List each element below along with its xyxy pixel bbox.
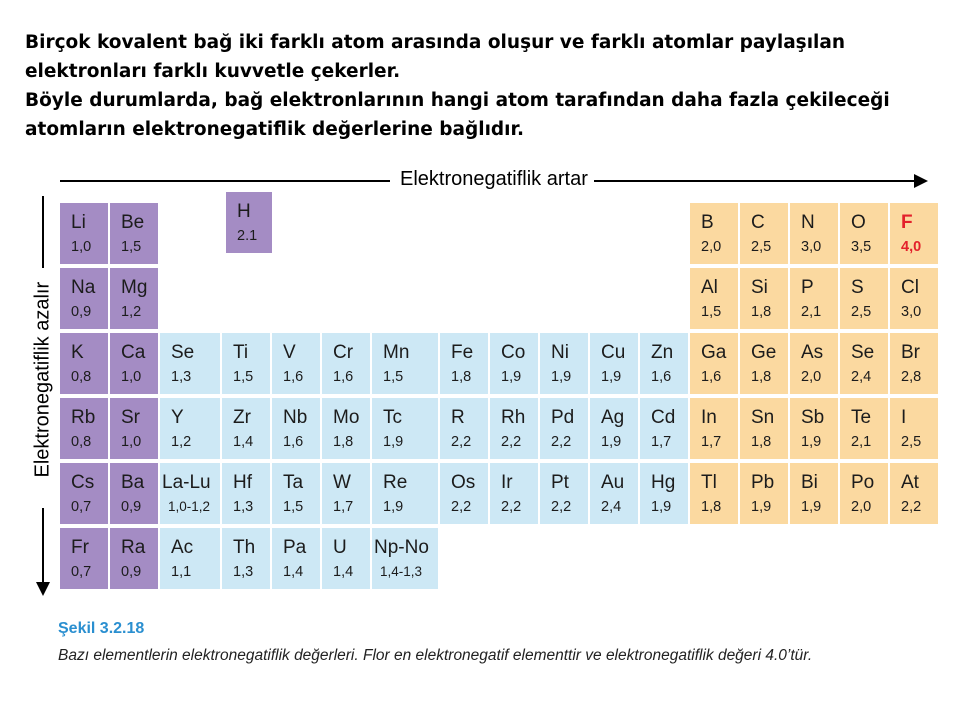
element-value: 1,6	[283, 434, 304, 450]
element-cell-n	[790, 203, 840, 266]
element-value: 1,6	[651, 369, 672, 385]
element-value: 0,7	[71, 564, 92, 580]
element-value: 0,9	[121, 499, 142, 515]
element-symbol: W	[333, 472, 351, 493]
element-symbol: Tl	[701, 472, 717, 493]
element-cell-c	[740, 203, 790, 266]
horizontal-arrow	[60, 168, 928, 194]
element-cell-cr	[322, 333, 372, 396]
element-cell-cl	[890, 268, 940, 331]
element-cell-na	[60, 268, 110, 331]
element-cell-mo	[322, 398, 372, 461]
element-cell-ba	[110, 463, 160, 526]
element-value: 1,9	[751, 499, 772, 515]
element-symbol: P	[801, 277, 814, 298]
element-cell-b	[690, 203, 740, 266]
element-cell-ti	[222, 333, 272, 396]
element-symbol: Sr	[121, 407, 140, 428]
element-value: 1,0	[71, 239, 92, 255]
element-value: 0,9	[71, 304, 92, 320]
element-value: 1,8	[751, 369, 772, 385]
element-symbol: In	[701, 407, 717, 428]
element-value: 1,0-1,2	[168, 499, 211, 514]
element-symbol: O	[851, 212, 866, 233]
element-value: 0,7	[71, 499, 92, 515]
horizontal-arrow-label: Elektronegatiflik artar	[400, 168, 588, 190]
element-cell-ta	[272, 463, 322, 526]
element-symbol: C	[751, 212, 765, 233]
element-cell-ga	[690, 333, 740, 396]
element-cell-k	[60, 333, 110, 396]
element-symbol: U	[333, 537, 347, 558]
horizontal-arrow-line-right	[594, 180, 914, 182]
element-value: 2,2	[501, 499, 522, 515]
element-symbol: Fr	[71, 537, 89, 558]
element-cell-th	[222, 528, 272, 591]
element-symbol: K	[71, 342, 84, 363]
element-cell-cs	[60, 463, 110, 526]
element-cell-ra	[110, 528, 160, 591]
element-cell-mn	[372, 333, 440, 396]
element-cell-v	[272, 333, 322, 396]
element-value: 1,5	[383, 369, 404, 385]
element-symbol: Pt	[551, 472, 569, 493]
element-symbol: Ta	[283, 472, 304, 493]
element-value: 1,7	[333, 499, 354, 515]
element-symbol: Ba	[121, 472, 145, 493]
element-symbol: Ca	[121, 342, 146, 363]
element-cell-al	[690, 268, 740, 331]
element-cell-as	[790, 333, 840, 396]
element-symbol: Se	[851, 342, 875, 363]
element-cell-p	[790, 268, 840, 331]
element-cell-co	[490, 333, 540, 396]
element-value: 1,4	[333, 564, 354, 580]
element-cell-h	[226, 192, 274, 255]
element-symbol: Si	[751, 277, 768, 298]
element-symbol: Cl	[901, 277, 919, 298]
element-cell-pa	[272, 528, 322, 591]
element-symbol: Li	[71, 212, 86, 233]
element-value: 1,0	[121, 434, 142, 450]
element-value: 2,5	[901, 434, 922, 450]
figure-caption: Bazı elementlerin elektronegatiflik değerleri. Flor en elektronegatif elementtir ve elektronegatiflik değeri 4.0’tür.	[58, 647, 813, 664]
element-symbol: Cs	[71, 472, 95, 493]
element-symbol: Re	[383, 472, 408, 493]
intro-paragraph-2: Böyle durumlarda, bağ elektronlarının hangi atom tarafından daha fazla çekileceği atomların elektronegatiflik değerlerine bağlıdır.	[25, 90, 890, 140]
element-symbol: Ni	[551, 342, 569, 363]
element-value: 1,6	[701, 369, 722, 385]
element-cell-pd	[540, 398, 590, 461]
element-value: 2,1	[801, 304, 822, 320]
element-value: 1,5	[233, 369, 254, 385]
element-value: 1,9	[501, 369, 522, 385]
element-cell-tc	[372, 398, 440, 461]
element-cell-f	[890, 203, 940, 266]
element-symbol: Hf	[233, 472, 252, 493]
element-cell-sn	[740, 398, 790, 461]
element-cell-r	[440, 398, 490, 461]
element-symbol: Na	[71, 277, 96, 298]
element-value: 2,4	[601, 499, 622, 515]
element-value: 1,8	[751, 304, 772, 320]
element-value: 2,2	[551, 434, 572, 450]
element-value: 1,3	[233, 499, 254, 515]
element-value: 3,0	[901, 304, 922, 320]
arrow-down-icon	[36, 582, 50, 596]
element-cell-rh	[490, 398, 540, 461]
element-value: 2,1	[851, 434, 872, 450]
element-cell-ir	[490, 463, 540, 526]
element-cell-rb	[60, 398, 110, 461]
element-cell-at	[890, 463, 940, 526]
element-value: 1,9	[383, 434, 404, 450]
element-symbol: R	[451, 407, 465, 428]
element-cell-u	[322, 528, 372, 591]
vertical-arrow-line-top	[42, 196, 44, 268]
element-value: 1,8	[451, 369, 472, 385]
element-value: 1,4	[233, 434, 254, 450]
element-symbol: Ac	[171, 537, 194, 558]
element-symbol: Ge	[751, 342, 777, 363]
element-value: 2,2	[451, 499, 472, 515]
element-cell-bi	[790, 463, 840, 526]
element-symbol: Br	[901, 342, 920, 363]
element-value: 2.1	[237, 228, 258, 244]
element-cell-ge	[740, 333, 790, 396]
element-cell-te	[840, 398, 890, 461]
element-value: 1,0	[121, 369, 142, 385]
element-cell-cu	[590, 333, 640, 396]
element-symbol: Pb	[751, 472, 775, 493]
element-value: 2,2	[451, 434, 472, 450]
element-symbol: Te	[851, 407, 872, 428]
element-value: 1,6	[333, 369, 354, 385]
element-symbol: Mo	[333, 407, 360, 428]
element-value: 1,9	[601, 369, 622, 385]
element-value: 1,2	[171, 434, 192, 450]
element-symbol: Rh	[501, 407, 526, 428]
element-value: 1,9	[383, 499, 404, 515]
element-symbol: Zn	[651, 342, 674, 363]
element-symbol: Ir	[501, 472, 513, 493]
element-value: 0,8	[71, 434, 92, 450]
element-value: 3,0	[801, 239, 822, 255]
element-value: 2,0	[851, 499, 872, 515]
element-value: 4,0	[901, 239, 922, 255]
vertical-arrow	[30, 196, 56, 596]
element-cell-w	[322, 463, 372, 526]
element-symbol: Tc	[383, 407, 402, 428]
element-symbol: Pd	[551, 407, 575, 428]
arrow-right-icon	[914, 174, 928, 188]
element-symbol: S	[851, 277, 864, 298]
element-cell-pt	[540, 463, 590, 526]
element-value: 1,9	[551, 369, 572, 385]
element-value: 0,8	[71, 369, 92, 385]
element-symbol: Cu	[601, 342, 626, 363]
element-value: 1,6	[283, 369, 304, 385]
element-symbol: Be	[121, 212, 145, 233]
vertical-arrow-label: Elektronegatiflik azalır	[31, 281, 54, 478]
element-symbol: Th	[233, 537, 256, 558]
element-symbol: Sn	[751, 407, 775, 428]
element-cell-be	[110, 203, 160, 266]
element-cell-cd	[640, 398, 690, 461]
element-value: 2,0	[701, 239, 722, 255]
element-symbol: Sb	[801, 407, 825, 428]
element-symbol: Au	[601, 472, 625, 493]
element-value: 1,9	[801, 499, 822, 515]
element-cell-zr	[222, 398, 272, 461]
element-cell-br	[890, 333, 940, 396]
element-symbol: Os	[451, 472, 476, 493]
element-value: 1,5	[701, 304, 722, 320]
element-symbol: Y	[171, 407, 184, 428]
element-value: 1,4	[283, 564, 304, 580]
element-symbol: N	[801, 212, 815, 233]
element-symbol: I	[901, 407, 907, 428]
element-cell-li	[60, 203, 110, 266]
element-value: 2,2	[501, 434, 522, 450]
element-cell-hg	[640, 463, 690, 526]
element-value: 0,9	[121, 564, 142, 580]
element-symbol: Zr	[233, 407, 251, 428]
element-cell-pb	[740, 463, 790, 526]
element-value: 1,1	[171, 564, 192, 580]
element-cell-mg	[110, 268, 160, 331]
element-symbol: Pa	[283, 537, 307, 558]
element-symbol: Rb	[71, 407, 96, 428]
element-value: 1,7	[651, 434, 672, 450]
element-cell-fr	[60, 528, 110, 591]
element-symbol: Cd	[651, 407, 676, 428]
element-value: 1,3	[171, 369, 192, 385]
intro-paragraph-1: Birçok kovalent bağ iki farklı atom arasında oluşur ve farklı atomlar paylaşılan elektronları farklı kuvvetle çekerler.	[25, 32, 846, 82]
element-symbol: At	[901, 472, 919, 493]
element-value: 1,8	[333, 434, 354, 450]
element-symbol: Bi	[801, 472, 818, 493]
element-symbol: Np-No	[374, 537, 429, 558]
element-cell-ac	[160, 528, 222, 591]
element-cell-in	[690, 398, 740, 461]
vertical-arrow-line-bottom	[42, 508, 44, 584]
element-value: 1,2	[121, 304, 142, 320]
element-value: 1,8	[701, 499, 722, 515]
element-symbol: V	[283, 342, 296, 363]
element-value: 1,5	[121, 239, 142, 255]
element-value: 2,4	[851, 369, 872, 385]
element-cell-np-no	[372, 528, 440, 591]
element-value: 1,9	[651, 499, 672, 515]
element-cell-po	[840, 463, 890, 526]
element-value: 1,9	[801, 434, 822, 450]
element-cell-zn	[640, 333, 690, 396]
element-symbol: As	[801, 342, 824, 363]
element-symbol: Ag	[601, 407, 625, 428]
element-cell-sr	[110, 398, 160, 461]
element-symbol: Fe	[451, 342, 474, 363]
element-cell-y	[160, 398, 222, 461]
element-value: 2,5	[751, 239, 772, 255]
element-value: 1,4-1,3	[380, 564, 423, 579]
element-cell-sb	[790, 398, 840, 461]
element-cell-s	[840, 268, 890, 331]
horizontal-arrow-line-left	[60, 180, 390, 182]
element-cell-ca	[110, 333, 160, 396]
element-symbol: Al	[701, 277, 718, 298]
element-cell-i	[890, 398, 940, 461]
element-value: 1,3	[233, 564, 254, 580]
element-symbol: Ti	[233, 342, 249, 363]
figure-title: Şekil 3.2.18	[58, 620, 145, 637]
element-cell-fe	[440, 333, 490, 396]
element-cell-se	[160, 333, 222, 396]
element-value: 1,8	[751, 434, 772, 450]
element-symbol: Se	[171, 342, 195, 363]
element-cell-se	[840, 333, 890, 396]
element-symbol: B	[701, 212, 714, 233]
element-cell-ni	[540, 333, 590, 396]
element-symbol: Ra	[121, 537, 146, 558]
element-cell-la-lu	[160, 463, 222, 526]
element-symbol: Nb	[283, 407, 308, 428]
element-value: 2,0	[801, 369, 822, 385]
element-cell-ag	[590, 398, 640, 461]
element-cell-tl	[690, 463, 740, 526]
element-cell-o	[840, 203, 890, 266]
element-value: 2,5	[851, 304, 872, 320]
element-value: 2,8	[901, 369, 922, 385]
element-value: 2,2	[551, 499, 572, 515]
element-cell-si	[740, 268, 790, 331]
element-value: 3,5	[851, 239, 872, 255]
element-cell-au	[590, 463, 640, 526]
element-value: 2,2	[901, 499, 922, 515]
element-symbol: Ga	[701, 342, 727, 363]
element-symbol: Co	[501, 342, 526, 363]
element-cell-nb	[272, 398, 322, 461]
element-symbol: Cr	[333, 342, 354, 363]
element-cell-hf	[222, 463, 272, 526]
element-value: 1,7	[701, 434, 722, 450]
element-value: 1,9	[601, 434, 622, 450]
element-symbol: Hg	[651, 472, 676, 493]
element-symbol: F	[901, 212, 913, 233]
element-symbol: H	[237, 201, 251, 222]
element-cell-re	[372, 463, 440, 526]
element-symbol: Po	[851, 472, 875, 493]
element-symbol: Mn	[383, 342, 410, 363]
element-symbol: Mg	[121, 277, 148, 298]
element-symbol: La-Lu	[162, 472, 211, 493]
element-cell-os	[440, 463, 490, 526]
intro-text	[25, 28, 945, 144]
element-value: 1,5	[283, 499, 304, 515]
